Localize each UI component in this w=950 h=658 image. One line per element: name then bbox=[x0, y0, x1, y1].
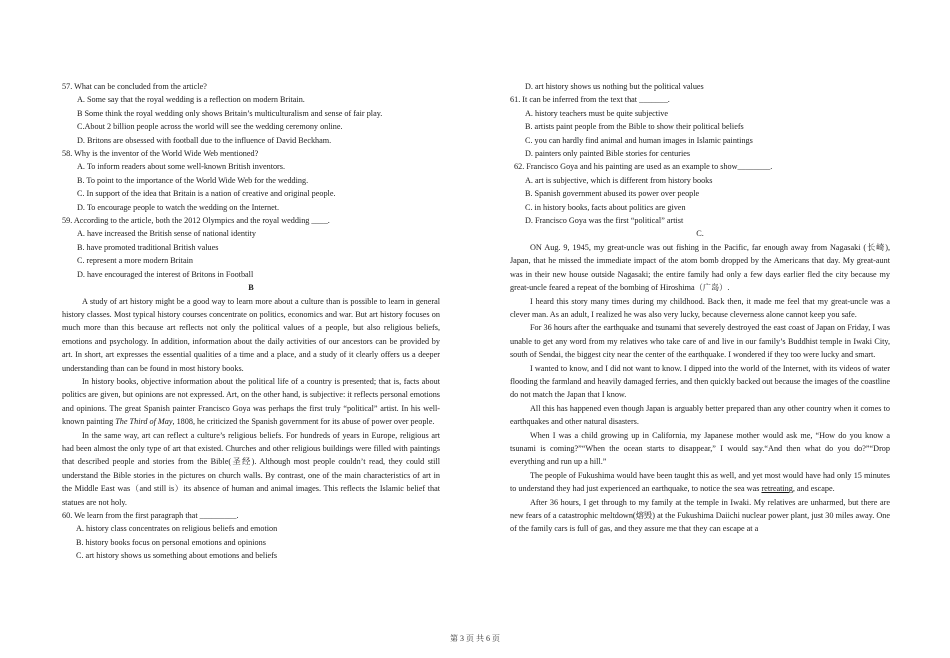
q57-option-b: B Some think the royal wedding only shows Britain’s multiculturalism and sense of fair play. bbox=[77, 108, 383, 118]
q61-option-d: D. painters only painted Bible stories for centuries bbox=[525, 149, 691, 159]
q61-stem: 61. It can be inferred from the text that _______. bbox=[510, 95, 670, 105]
passage-c-paragraph-7 bbox=[510, 469, 890, 496]
q62-option-d: D. Francisco Goya was the first “political” artist bbox=[525, 216, 684, 226]
q58-option-a: A. To inform readers about some well-known British inventors. bbox=[77, 162, 286, 172]
paragraph-2-text-a: In history books, objective information about the political life of a country is presented; that is, facts about politics are given, but opinions are not expressed. Art, on the other hand, is subjective: it reflects personal emotions and opinions. The great Spanish painter Francisco Goya was perhaps the first truly “political” artist. In his well-known painting bbox=[62, 376, 440, 427]
q60-option-a: A. history class concentrates on religious beliefs and emotion bbox=[76, 524, 278, 534]
q62-option-b: B. Spanish government abused its power over people bbox=[525, 189, 700, 199]
q62-stem: 62. Francisco Goya and his painting are used as an example to show________. bbox=[514, 162, 773, 172]
q58-option-c: C. In support of the idea that Britain is a nation of creative and original people. bbox=[77, 189, 336, 199]
left-column bbox=[62, 80, 440, 563]
q60-stem: 60. We learn from the first paragraph that _________. bbox=[62, 511, 239, 520]
page-number-footer: 第 3 页 共 6 页 bbox=[450, 634, 500, 643]
painting-title: The Third of May bbox=[115, 417, 173, 427]
passage-c-paragraph-6: When I was a child growing up in California, my Japanese mother would ask me, “How do you know a tsunami is coming?”“When the ocean starts to disappear,” I would say.“And then what do you do?”“Drop everything and run up a hill.” bbox=[510, 430, 890, 467]
q57-option-a: A. Some say that the royal wedding is a reflection on modern Britain. bbox=[77, 95, 305, 105]
q57-stem: 57. What can be concluded from the article? bbox=[62, 82, 207, 91]
passage-c-paragraph-8: After 36 hours, I get through to my family at the temple in Iwaki. My relatives are unharmed, but there are new fears of a catastrophic meltdown(熔毁) at the Fukushima Daiichi nuclear power plant, just 30 miles away. One of the family cars is full of gas, and they assure me that they can escape at a bbox=[510, 497, 890, 534]
passage-c-paragraph-4: I wanted to know, and I did not want to know. I dipped into the world of the Internet, with its videos of water flooding the farmland and heavily damaged ferries, and then quickly backed out because the images of the coastline do not match the Japan that I know. bbox=[510, 363, 890, 400]
q59-option-b: B. have promoted traditional British values bbox=[77, 242, 219, 252]
q61-option-b: B. artists paint people from the Bible to show their political beliefs bbox=[525, 122, 744, 132]
q59-option-d: D. have encouraged the interest of Britons in Football bbox=[77, 269, 254, 279]
q59-stem: 59. According to the article, both the 2012 Olympics and the royal wedding ____. bbox=[62, 216, 330, 226]
right-column bbox=[510, 80, 890, 536]
section-b-heading: B bbox=[248, 283, 254, 293]
passage-b-paragraph-1: A study of art history might be a good way to learn more about a culture than is possible to learn in general history classes. Most typical history courses concentrate on politics, economics and war. But art history focuses on much more than this because art reflects not only the political values of a people, but also religious beliefs, emotions and psychology. In addition, information about the daily activities of our ancestors can be provided by art. In short, art expresses the essential qualities of a time and a place, and a study of it clearly offers us a deeper understanding than can be found in most history books. bbox=[62, 296, 440, 373]
q59-option-c: C. represent a more modern Britain bbox=[77, 256, 193, 266]
q58-option-b: B. To point to the importance of the World Wide Web for the wedding. bbox=[77, 175, 309, 185]
q60-option-d: D. art history shows us nothing but the political values bbox=[525, 82, 704, 91]
passage-c-paragraph-1: ON Aug. 9, 1945, my great-uncle was out fishing in the Pacific, far enough away from Nagasaki (长崎), Japan, that he missed the immediate impact of the atom bomb dropped by the Americans that day. My great-aunt was in their new house outside Nagasaki; the entire family had only a few days earlier fled the city because my great-uncle feared a repeat of the bombing of Hiroshima（广岛）. bbox=[510, 242, 890, 293]
q60-option-b: B. history books focus on personal emotions and opinions bbox=[76, 537, 266, 547]
underlined-word: retreating bbox=[761, 484, 793, 494]
q62-option-c: C. in history books, facts about politics are given bbox=[525, 202, 686, 212]
passage-c-paragraph-3: For 36 hours after the earthquake and tsunami that severely destroyed the east coast of Japan on Friday, I was unable to get any word from my relatives who take care of and live in our family’s Buddhist temple in Iwaki City, south of Sendai, the biggest city near the center of the earthquake. I wondered if they too were lucky and smart. bbox=[510, 323, 890, 360]
paragraph-7-text-a: The people of Fukushima would have been taught this as well, and yet most would have had only 15 minutes to understand they had just experienced an earthquake, to notice the sea was bbox=[510, 470, 890, 494]
q60-option-c: C. art history shows us something about emotions and beliefs bbox=[76, 551, 278, 561]
passage-c-paragraph-2: I heard this story many times during my childhood. Back then, it made me feel that my great-uncle was a clever man. As an adult, I realized he was also very lucky, because cleverness alone cannot keep you safe. bbox=[510, 296, 890, 319]
q58-stem: 58. Why is the inventor of the World Wide Web mentioned? bbox=[62, 149, 259, 159]
q62-option-a: A. art is subjective, which is different from history books bbox=[525, 175, 713, 185]
q57-option-c: C.About 2 billion people across the world will see the wedding ceremony online. bbox=[77, 122, 343, 132]
section-c-heading: C. bbox=[696, 229, 704, 239]
passage-b-paragraph-3: In the same way, art can reflect a culture’s religious beliefs. For hundreds of years in Europe, religious art had been almost the only type of art that existed. Churches and other religious buildings were filled with paintings that described people and stories from the Bible(圣经). Although most people couldn’t read, they could still understand the Bible stories in the pictures on church walls. By contrast, one of the main characteristics of art in the Middle East was（and still is）its absence of human and animal images. This reflects the Islamic belief that statues are not holy. bbox=[62, 430, 440, 507]
q61-option-a: A. history teachers must be quite subjective bbox=[525, 108, 669, 118]
q57-option-d: D. Britons are obsessed with football due to the influence of David Beckham. bbox=[77, 135, 332, 145]
q61-option-c: C. you can hardly find animal and human images in Islamic paintings bbox=[525, 135, 753, 145]
passage-b-paragraph-2 bbox=[62, 375, 440, 429]
paragraph-2-text-b: , 1808, he criticized the Spanish government for its abuse of power over people. bbox=[172, 417, 435, 427]
passage-c-paragraph-5: All this has happened even though Japan is arguably better prepared than any other country when it comes to earthquakes and other natural disasters. bbox=[510, 403, 890, 427]
q58-option-d: D. To encourage people to watch the wedding on the Internet. bbox=[77, 202, 280, 212]
q59-option-a: A. have increased the British sense of national identity bbox=[77, 229, 256, 239]
paragraph-7-text-b: , and escape. bbox=[792, 484, 835, 494]
